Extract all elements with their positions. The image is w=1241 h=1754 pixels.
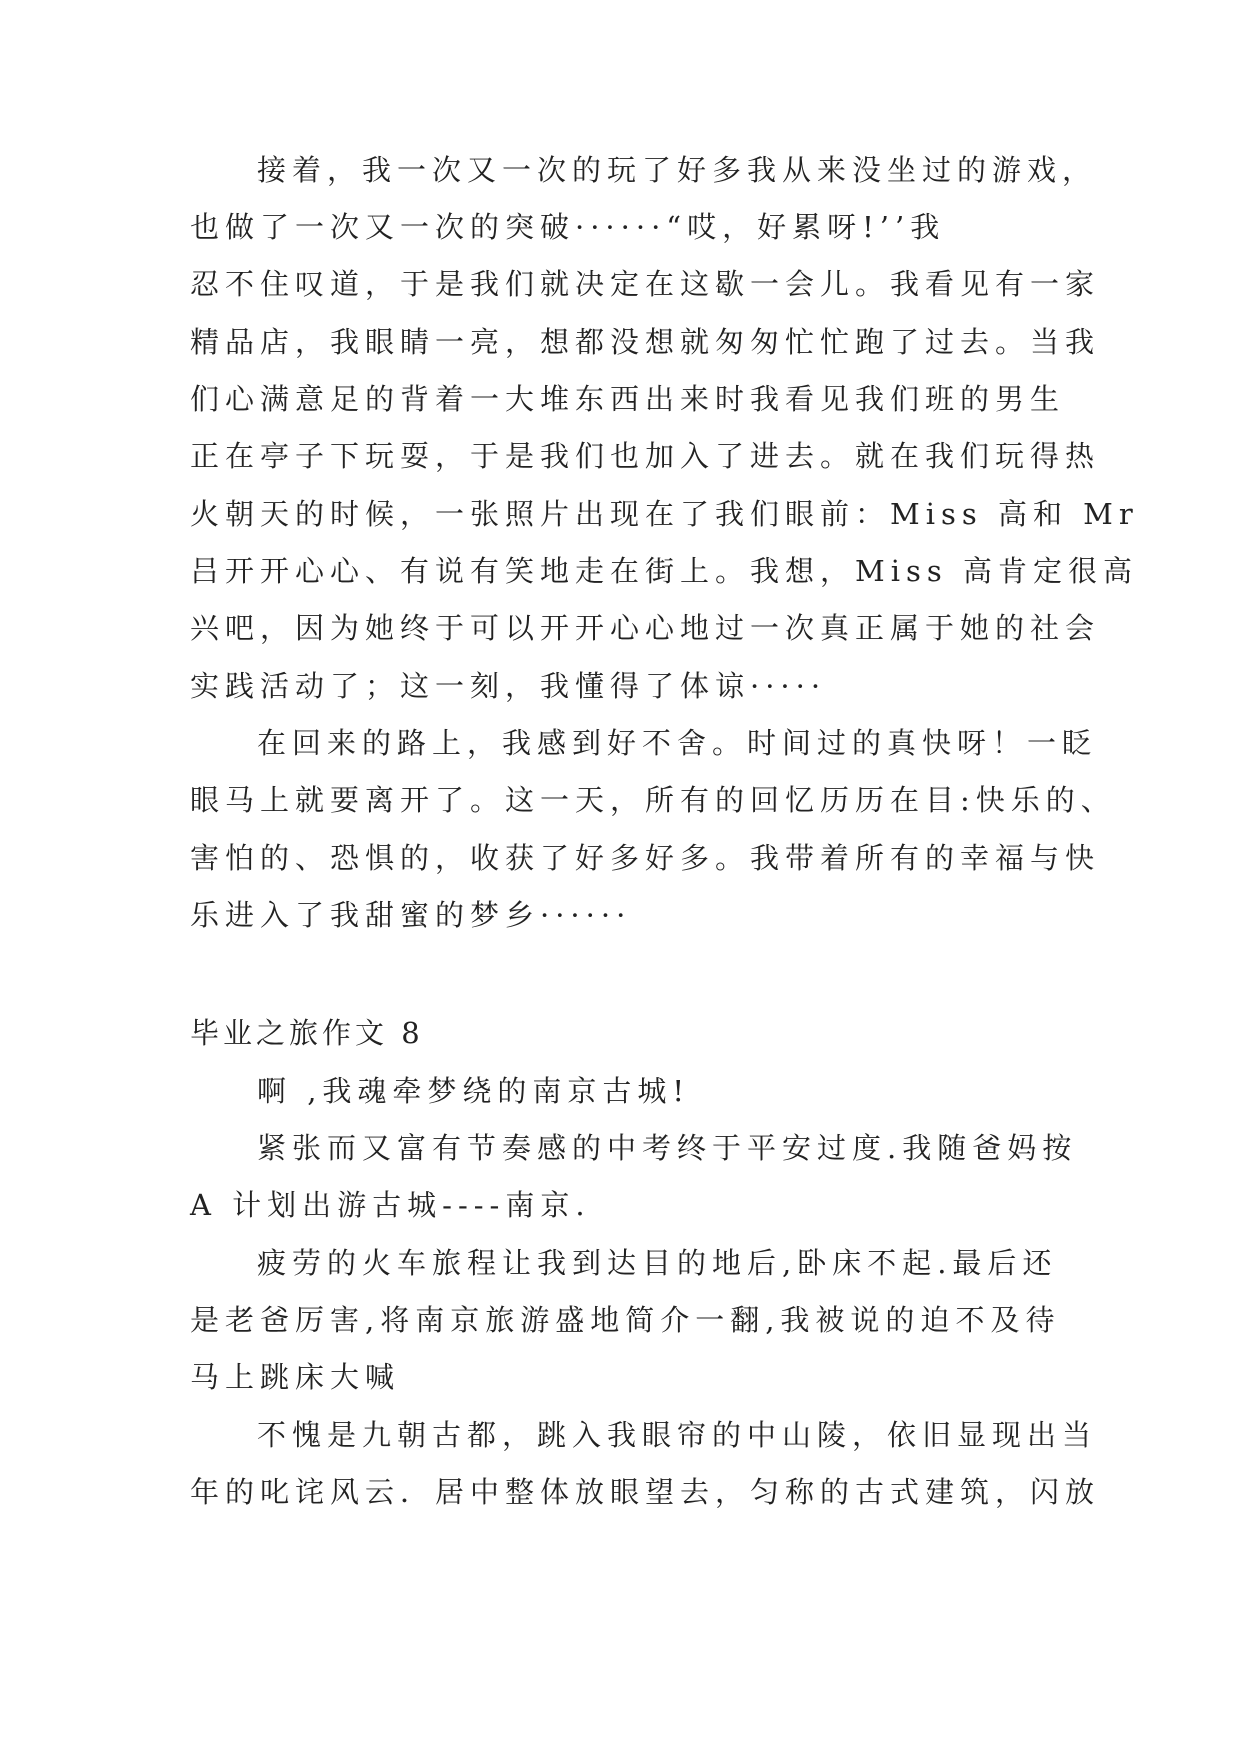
text-line: 精品店，我眼睛一亮，想都没想就匆匆忙忙跑了过去。当我 bbox=[190, 325, 1101, 359]
text-line: 正在亭子下玩耍，于是我们也加入了进去。就在我们玩得热 bbox=[190, 439, 1101, 473]
text-line: 们心满意足的背着一大堆东西出来时我看见我们班的男生 bbox=[190, 382, 1066, 416]
text-line: 接着，我一次又一次的玩了好多我从来没坐过的游戏， bbox=[257, 153, 1098, 187]
text-line: 害怕的、恐惧的，收获了好多好多。我带着所有的幸福与快 bbox=[190, 841, 1101, 875]
text-line: 马上跳床大喊 bbox=[190, 1360, 401, 1394]
section-title: 毕业之旅作文 8 bbox=[190, 1016, 424, 1050]
text-line: A 计划出游古城----南京. bbox=[190, 1188, 591, 1222]
text-line: 兴吧，因为她终于可以开开心心地过一次真正属于她的社会 bbox=[190, 611, 1101, 645]
text-line: 火朝天的时候，一张照片出现在了我们眼前：Miss 高和 Mr bbox=[190, 497, 1139, 531]
text-line: 实践活动了；这一刻，我懂得了体谅····· bbox=[190, 669, 827, 703]
text-line: 眼马上就要离开了。这一天，所有的回忆历历在目:快乐的、 bbox=[190, 783, 1116, 817]
text-line: 年的叱诧风云．居中整体放眼望去，匀称的古式建筑，闪放 bbox=[190, 1475, 1101, 1509]
text-line: 吕开开心心、有说有笑地走在街上。我想，Miss 高肯定很高 bbox=[190, 554, 1138, 588]
text-line: 在回来的路上，我感到好不舍。时间过的真快呀！一眨 bbox=[257, 726, 1098, 760]
text-line: 啊 ,我魂牵梦绕的南京古城! bbox=[257, 1074, 691, 1108]
text-line: 是老爸厉害,将南京旅游盛地简介一翻,我被说的迫不及待 bbox=[190, 1303, 1061, 1337]
text-line: 忍不住叹道，于是我们就决定在这歇一会儿。我看见有一家 bbox=[190, 267, 1101, 301]
text-line: 乐进入了我甜蜜的梦乡······ bbox=[190, 898, 632, 932]
text-line: 紧张而又富有节奏感的中考终于平安过度.我随爸妈按 bbox=[257, 1131, 1078, 1165]
text-line: 疲劳的火车旅程让我到达目的地后,卧床不起.最后还 bbox=[257, 1246, 1058, 1280]
text-line: 不愧是九朝古都，跳入我眼帘的中山陵，依旧显现出当 bbox=[257, 1418, 1098, 1452]
text-line: 也做了一次又一次的突破······“哎，好累呀!’’我 bbox=[190, 210, 946, 244]
